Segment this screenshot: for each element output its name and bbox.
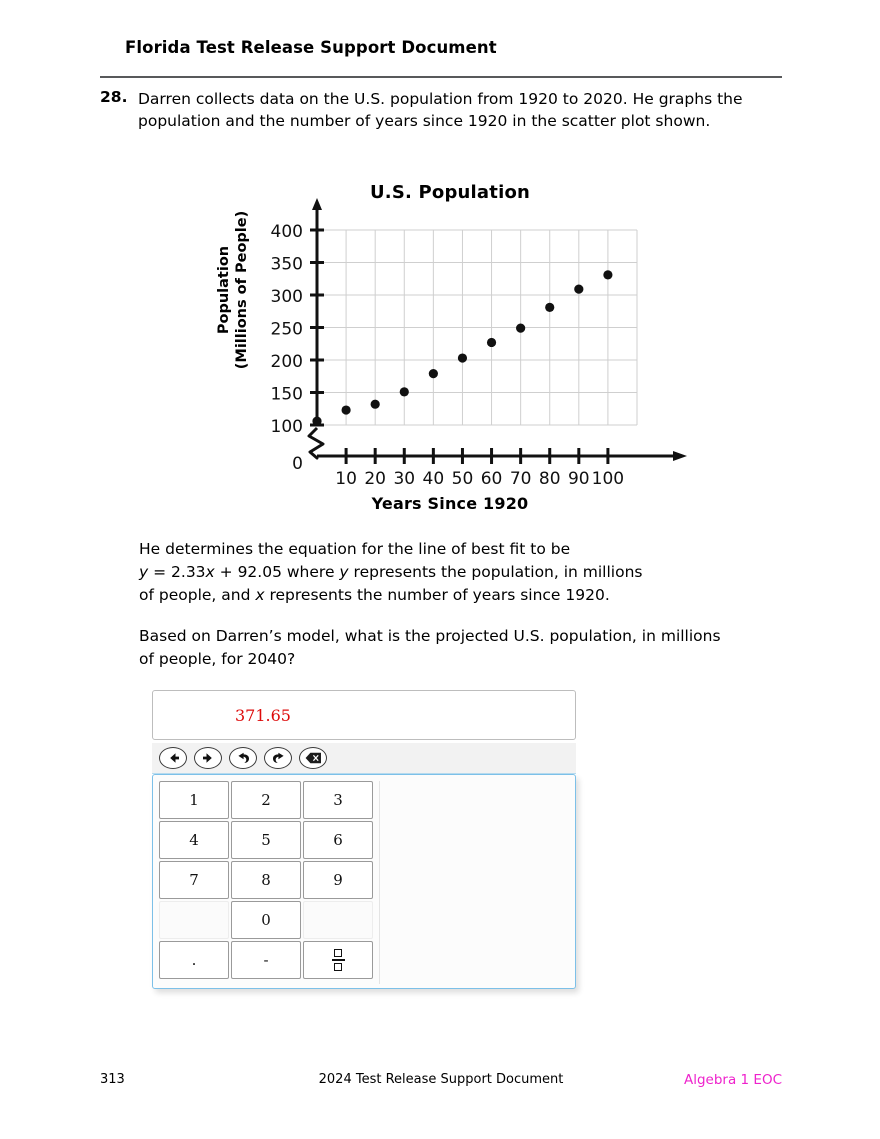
x-axis-tick-label: 100 [591,469,625,489]
key-minus-label: - [263,951,269,969]
scatter-data-point [400,387,409,396]
scatter-data-point [545,303,554,312]
x-axis-tick-label: 10 [335,469,357,489]
equation-mid: = 2.33 [148,563,206,581]
keypad-panel [152,774,576,989]
key-4-label: 4 [189,831,199,849]
redo-button[interactable] [264,747,292,769]
y-axis-label-line-2: (Millions of People) [234,210,250,370]
footer-center-text: 2024 Test Release Support Document [318,1072,564,1087]
key-1[interactable] [159,781,229,819]
key-2[interactable] [231,781,301,819]
key-9[interactable] [303,861,373,899]
scatter-data-point [312,417,321,426]
key-blank-right [303,901,373,939]
key-8-label: 8 [261,871,271,889]
key-9-label: 9 [333,871,343,889]
equation-post: + 92.05 where [214,563,340,581]
document-header-title: Florida Test Release Support Document [125,38,497,57]
y-axis-label-line-1: Population [216,245,232,335]
chart-x-axis-label: Years Since 1920 [371,494,529,513]
keypad-number-grid [159,781,375,979]
equation-paragraph [139,538,739,607]
key-8[interactable] [231,861,301,899]
chart-title: U.S. Population [369,182,531,203]
y-axis-arrowhead [312,198,322,210]
origin-label: 0 [292,454,303,474]
key-2-label: 2 [261,791,271,809]
y-axis-break-zigzag [309,428,323,458]
x-axis-tick-label: 20 [364,469,387,489]
equation-line-1: He determines the equation for the line of best fit to be [139,540,571,558]
equation-tail: represents the population, in millions [348,563,643,581]
keypad-toolbar [152,743,576,774]
arrow-right-icon [201,752,216,764]
key-7-label: 7 [189,871,199,889]
equation-line-3-pre: of people, and [139,586,256,604]
key-3-label: 3 [333,791,343,809]
backspace-button[interactable] [299,747,327,769]
x-axis-tick-label: 30 [393,469,416,489]
key-5-label: 5 [261,831,271,849]
key-1-label: 1 [189,791,199,809]
key-3[interactable] [303,781,373,819]
y-axis-tick-label: 150 [270,384,303,405]
footer-course-label: Algebra 1 EOC [683,1072,782,1088]
x-axis-tick-label: 80 [538,469,561,489]
fraction-denominator-box [334,963,342,971]
key-decimal-point-label: . [191,951,197,969]
key-minus[interactable] [231,941,301,979]
scatter-data-point [341,405,350,414]
equation-var-y-2: y [339,563,349,581]
undo-button[interactable] [229,747,257,769]
x-axis-tick-label: 60 [480,469,503,489]
x-axis-tick-label: 40 [422,469,445,489]
move-left-button[interactable] [159,747,187,769]
key-decimal-point[interactable] [159,941,229,979]
x-axis-arrowhead [673,451,687,461]
key-0-label: 0 [261,911,271,929]
scatter-data-point [574,285,583,294]
x-axis-tick-label: 70 [509,469,532,489]
arrow-left-icon [166,752,181,764]
key-5[interactable] [231,821,301,859]
x-axis-tick-label: 50 [451,469,474,489]
fraction-template-icon [332,949,345,971]
question-prompt-paragraph: Based on Darren’s model, what is the projected U.S. population, in millions of people, for 2040? [139,627,721,668]
key-fraction[interactable] [303,941,373,979]
y-axis-tick-label: 200 [270,352,303,372]
y-axis-tick-label: 400 [270,222,303,242]
fraction-numerator-box [334,949,342,957]
equation-var-y: y [139,563,149,581]
keypad-vertical-divider [379,781,380,984]
scatter-plot-figure [200,172,700,522]
scatter-data-point [487,338,496,347]
equation-line-3-post: represents the number of years since 1920. [264,586,610,604]
key-blank-left [159,901,229,939]
move-right-button[interactable] [194,747,222,769]
footer-page-number: 313 [100,1072,125,1087]
scatter-data-point [458,353,467,362]
scatter-data-point [516,324,525,333]
fraction-bar [332,959,345,961]
scatter-data-point [429,369,438,378]
scatter-data-point [371,400,380,409]
key-6[interactable] [303,821,373,859]
answer-value-text: 371.65 [235,705,291,725]
key-7[interactable] [159,861,229,899]
y-axis-tick-label: 250 [270,319,303,340]
answer-input-box[interactable] [152,690,576,740]
y-axis-tick-label: 350 [270,254,303,275]
header-divider-rule [100,76,782,78]
undo-icon [236,752,251,765]
y-axis-tick-label: 300 [270,287,303,307]
question-number: 28. [100,88,128,106]
question-stem-text: Darren collects data on the U.S. population from 1920 to 2020. He graphs the population and the number of years since 1920 in the scatter plot shown. [138,90,743,130]
key-6-label: 6 [333,831,343,849]
redo-icon [271,752,286,765]
equation-var-x-2: x [255,586,265,604]
page-footer [100,1072,782,1092]
scatter-data-point [603,270,612,279]
key-4[interactable] [159,821,229,859]
chart-canvas [200,172,700,492]
answer-entry-area [152,690,576,989]
backspace-icon [305,752,322,764]
equation-var-x: x [205,563,215,581]
key-0[interactable] [231,901,301,939]
y-axis-tick-label: 100 [270,417,303,437]
x-axis-tick-label: 90 [567,469,590,489]
